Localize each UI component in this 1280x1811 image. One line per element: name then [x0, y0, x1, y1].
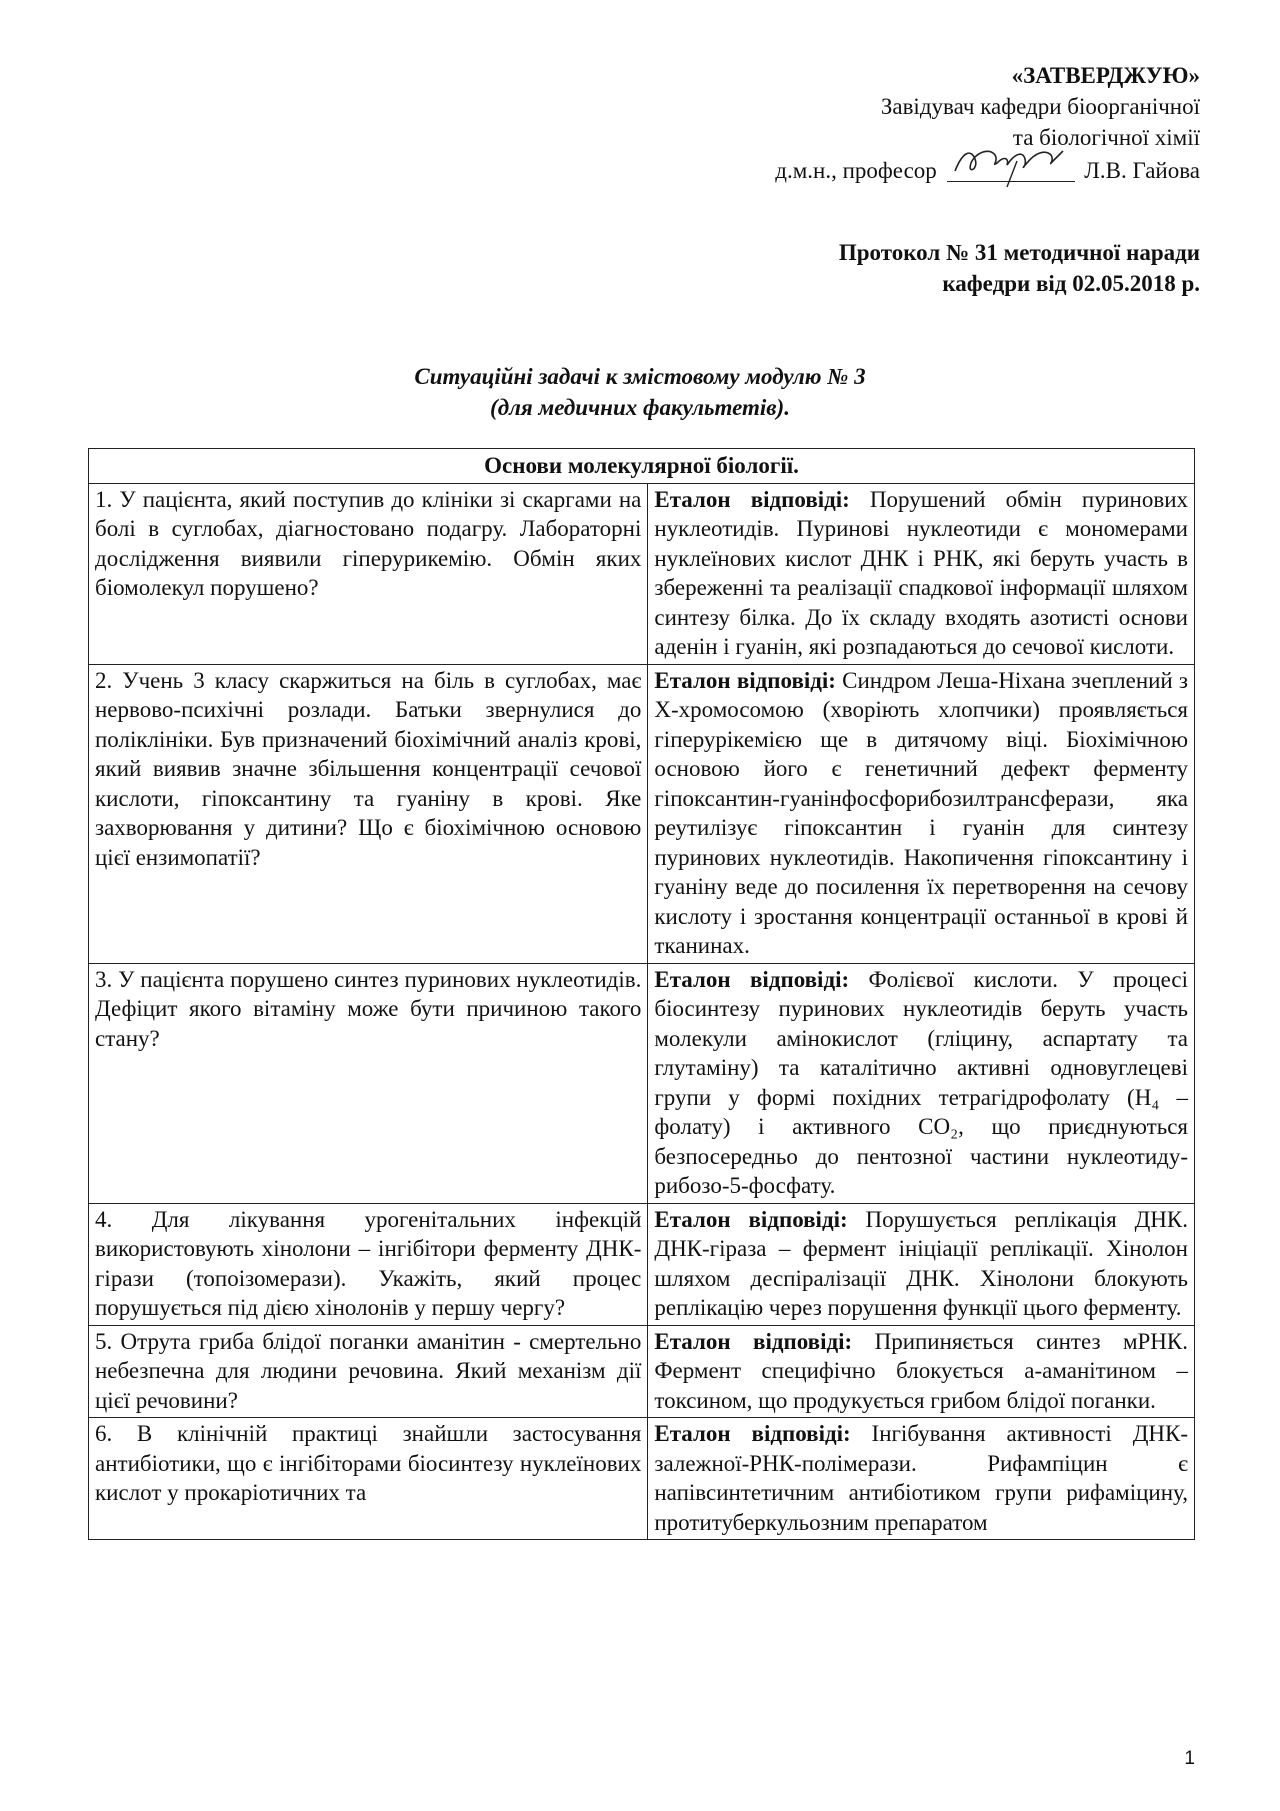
protocol-line1: Протокол № 31 методичної наради — [838, 240, 1200, 265]
protocol-block — [500, 237, 1200, 299]
approval-title: «ЗАТВЕРДЖУЮ» — [1011, 63, 1200, 88]
table-section-row — [89, 449, 1195, 484]
table-row — [89, 1325, 1195, 1418]
task-answer — [648, 483, 1195, 664]
task-question: 3. У пацієнта порушено синтез пуринових нуклеотидів. Дефіцит якого вітаміну може бути причиною такого стану? — [89, 963, 648, 1203]
task-question: 5. Отрута гриба блідої поганки аманітин - смертельно небезпечна для людини речовина. Який механізм дії цієї речовини? — [89, 1325, 648, 1418]
task-question: 1. У пацієнта, який поступив до клініки зі скаргами на болі в суглобах, діагностовано подагру. Лабораторні дослідження виявили гіперурикемію. Обмін яких біомолекул порушено? — [89, 483, 648, 664]
answer-label: Еталон відповіді: — [654, 1328, 853, 1354]
task-answer — [648, 664, 1195, 963]
section-title: Основи молекулярної біології. — [89, 449, 1195, 484]
answer-text: Синдром Леша-Ніхана зчеплений з Х-хромосомою (хворіють хлопчики) проявляється гіперурікемією ще в дитячому віці. Біохімічною основою його є генетичний дефект ферменту гіпоксантин-гуанінфосфорибозилтрансферази, яка реутилізує гіпоксантин і гуанін для синтезу пуринових нуклеотидів. Накопичення гіпоксантину і гуаніну веде до посилення їх перетворення на сечову кислоту і зростання концентрації останньої в крові й тканинах. — [654, 667, 1189, 958]
answer-label: Еталон відповіді: — [654, 1421, 851, 1446]
task-question: 2. Учень 3 класу скаржиться на біль в суглобах, має нервово-психічні розлади. Батьки звернулися до поліклініки. Був призначений біохімічний аналіз крові, який виявив значне збільшення концентрації сечової кислоти, гіпоксантину та гуаніну в крові. Яке захворювання у дитини? Що є біохімічною основою цієї ензимопатії? — [89, 664, 648, 963]
approval-signature-line — [500, 153, 1200, 186]
table-row — [89, 483, 1195, 664]
document-heading — [0, 361, 1280, 423]
signature-field — [947, 153, 1075, 182]
task-question: 6. В клінічній практиці знайшли застосування антибіотики, що є інгібіторами біосинтезу нуклеїнових кислот у прокаріотичних та — [89, 1418, 648, 1540]
page-number: 1 — [1184, 1748, 1195, 1769]
approval-position-line2: та біологічної хімії — [1012, 125, 1200, 150]
table-row — [89, 1418, 1195, 1540]
answer-text: Порушений обмін пуринових нуклеотидів. Пуринові нуклеотиди є мономерами нуклеїнових кислот ДНК і РНК, які беруть участь в збереженні та реалізації спадкової інформації шляхом синтезу білка. До їх складу входять азотисті основи аденін і гуанін, які розпадаються до сечової кислоти. — [654, 486, 1188, 659]
answer-label: Еталон відповіді: — [654, 486, 850, 512]
handwritten-signature-icon — [949, 141, 1073, 189]
tasks-table — [88, 448, 1195, 1540]
answer-label: Еталон відповіді: — [654, 966, 850, 992]
answer-label: Еталон відповіді: — [654, 1206, 848, 1232]
table-row — [89, 664, 1195, 963]
answer-text: Припиняється синтез мРНК. Фермент специфічно блокується а-аманітином – токсином, що продукується грибом блідої поганки. — [654, 1328, 1188, 1413]
answer-text: Фолієвої кислоти. У процесі біосинтезу пуринових нуклеотидів беруть участь молекули амінокислот (гліцину, аспартату та глутаміну) та каталітично активні одновуглецеві групи у формі похідних тетрагідрофолату (Н₄ – фолату) і активного СО₂, що приєднуються безпосередньо до пентозної частини нуклеотиду-рибозо-5-фосфату. — [654, 966, 1188, 1198]
approval-signer-name: Л.В. Гайова — [1084, 158, 1200, 183]
task-answer — [648, 1203, 1195, 1325]
approval-block — [500, 60, 1200, 186]
table-row — [89, 1203, 1195, 1325]
table-row — [89, 963, 1195, 1203]
approval-degree: д.м.н., професор — [775, 158, 937, 183]
heading-line1: Ситуаційні задачі к змістовому модулю № 3 — [414, 364, 866, 389]
task-answer — [648, 1325, 1195, 1418]
approval-position-line1: Завідувач кафедри біоорганічної — [880, 94, 1200, 119]
protocol-line2: кафедри від 02.05.2018 р. — [942, 271, 1200, 296]
heading-line2: (для медичних факультетів). — [490, 395, 790, 420]
task-answer — [648, 1418, 1195, 1540]
answer-text: Інгібування активності ДНК-залежної-РНК-полімерази. Рифампіцин є напівсинтетичним антибіотиком групи рифаміцину, протитуберкульозним препаратом — [654, 1421, 1188, 1535]
answer-text: Порушується реплікація ДНК. ДНК-гіраза – фермент ініціації реплікації. Хінолон шляхом деспіралізації ДНК. Хінолони блокують реплікацію через порушення функції цього ферменту. — [654, 1206, 1188, 1320]
answer-label: Еталон відповіді: — [654, 667, 836, 693]
task-answer — [648, 963, 1195, 1203]
task-question: 4. Для лікування урогенітальних інфекцій використовують хінолони – інгібітори ферменту ДНК-гірази (топоізомерази). Укажіть, який процес порушується під дією хінолонів у першу чергу? — [89, 1203, 648, 1325]
